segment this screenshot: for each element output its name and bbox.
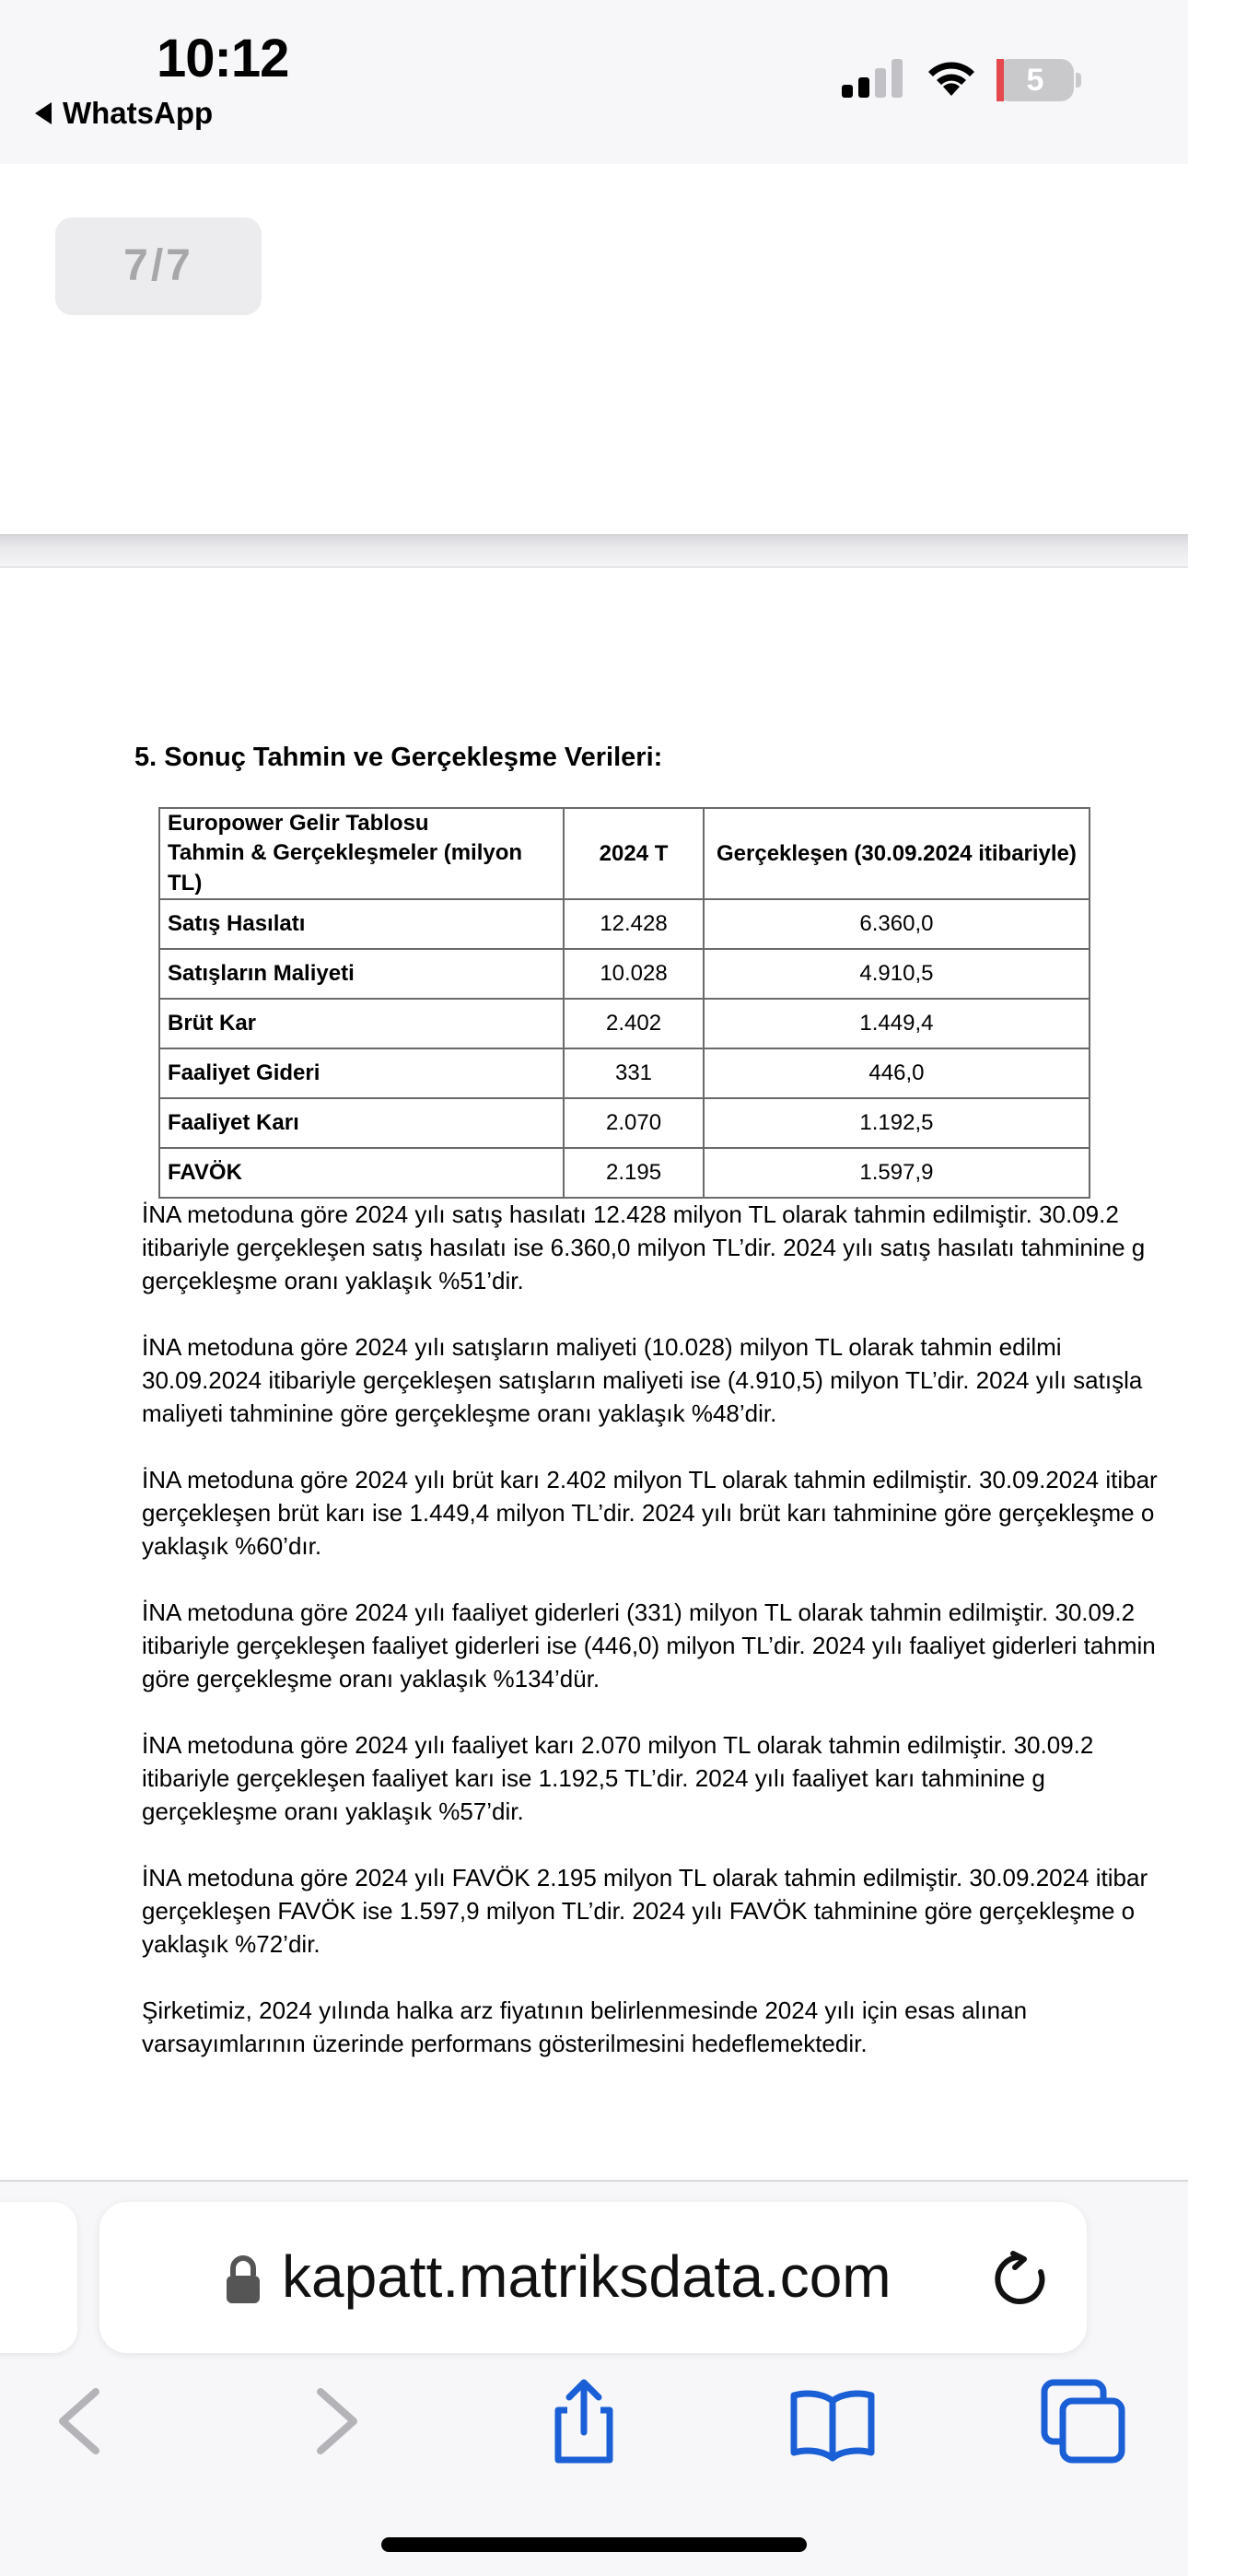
table-row	[159, 1148, 1090, 1198]
back-app-label: WhatsApp	[63, 96, 214, 130]
wifi-icon	[925, 57, 978, 98]
paragraph-line: varsayımlarının üzerinde performans gösterilmesini hedeflemektedir.	[142, 2030, 868, 2057]
row-actual: 6.360,0	[704, 899, 1090, 949]
paragraph-line: itibariyle gerçekleşen faaliyet karı ise 1.192,5 TL’dir. 2024 yılı faaliyet karı tahminine g	[142, 1764, 1045, 1792]
row-forecast: 2.402	[564, 999, 704, 1048]
back-triangle-icon	[35, 102, 52, 124]
url-text: kapatt.matriksdata.com	[282, 2243, 892, 2310]
row-forecast: 10.028	[564, 949, 704, 999]
status-time: 10:12	[157, 29, 289, 88]
header-line-1: Europower Gelir Tablosu	[168, 811, 429, 836]
paragraph-line: İNA metoduna göre 2024 yılı satış hasılatı 12.428 milyon TL olarak tahmin edilmiştir. 30.09.2	[142, 1200, 1119, 1228]
row-label: FAVÖK	[159, 1148, 564, 1198]
forward-icon[interactable]	[293, 2377, 381, 2465]
table-header-actual: Gerçekleşen (30.09.2024 itibariyle)	[704, 808, 1090, 899]
table-row	[159, 949, 1090, 999]
share-icon[interactable]	[540, 2377, 628, 2465]
battery-level: 5	[1026, 63, 1044, 98]
paragraph	[142, 1330, 1247, 1430]
paragraph-line: gerçekleşme oranı yaklaşık %57’dir.	[142, 1797, 524, 1825]
paragraph	[142, 1463, 1247, 1563]
row-forecast: 12.428	[564, 899, 704, 949]
section-title: 5. Sonuç Tahmin ve Gerçekleşme Verileri:	[134, 743, 663, 772]
row-forecast: 2.195	[564, 1148, 704, 1198]
paragraph-line: gerçekleşen FAVÖK ise 1.597,9 milyon TL’dir. 2024 yılı FAVÖK tahminine göre gerçekleşme o	[142, 1897, 1136, 1925]
row-label: Faaliyet Karı	[159, 1098, 564, 1148]
paragraph-line: İNA metoduna göre 2024 yılı faaliyet karı 2.070 milyon TL olarak tahmin edilmiştir. 30.09.2	[142, 1731, 1094, 1759]
row-actual: 1.597,9	[704, 1148, 1090, 1198]
cellular-signal-icon	[840, 57, 906, 98]
home-indicator[interactable]	[381, 2537, 807, 2552]
paragraph-line: itibariyle gerçekleşen satış hasılatı ise 6.360,0 milyon TL’dir. 2024 yılı satış hasılatı tahminine g	[142, 1234, 1146, 1261]
paragraph-line: gerçekleşme oranı yaklaşık %51’dir.	[142, 1267, 524, 1294]
paragraph-line: yaklaşık %72’dir.	[142, 1930, 320, 1958]
forecast-table	[158, 807, 1090, 1199]
previous-tab-card[interactable]	[0, 2202, 77, 2353]
row-forecast: 2.070	[564, 1098, 704, 1148]
battery-icon	[996, 59, 1079, 101]
paragraph-line: gerçekleşen brüt karı ise 1.449,4 milyon TL’dir. 2024 yılı brüt karı tahminine göre gerçekleşme o	[142, 1499, 1155, 1527]
paragraph-line: yaklaşık %60’dır.	[142, 1532, 322, 1560]
paragraph-line: İNA metoduna göre 2024 yılı brüt karı 2.402 milyon TL olarak tahmin edilmiştir. 30.09.2024 itibar	[142, 1466, 1158, 1493]
paragraph-line: İNA metoduna göre 2024 yılı faaliyet giderleri (331) milyon TL olarak tahmin edilmiştir. 30.09.2	[142, 1598, 1136, 1626]
paragraph-line: maliyeti tahminine göre gerçekleşme oranı yaklaşık %48’dir.	[142, 1399, 777, 1427]
back-to-app-button[interactable]	[35, 96, 213, 131]
table-row	[159, 1098, 1090, 1148]
paragraph	[142, 1596, 1247, 1695]
tabs-icon[interactable]	[1039, 2377, 1127, 2465]
row-label: Satışların Maliyeti	[159, 949, 564, 999]
paragraph-line: itibariyle gerçekleşen faaliyet giderleri ise (446,0) milyon TL’dir. 2024 yılı faaliyet giderleri tahmin	[142, 1632, 1156, 1659]
paragraph-line: İNA metoduna göre 2024 yılı FAVÖK 2.195 milyon TL olarak tahmin edilmiştir. 30.09.2024 itibar	[142, 1864, 1148, 1891]
table-row	[159, 1048, 1090, 1098]
table-header-label	[159, 808, 564, 899]
row-forecast: 331	[564, 1048, 704, 1098]
paragraph	[142, 1728, 1247, 1828]
paragraph-line: 30.09.2024 itibariyle gerçekleşen satışların maliyeti ise (4.910,5) milyon TL’dir. 2024 yılı satışla	[142, 1366, 1143, 1394]
row-label: Satış Hasılatı	[159, 899, 564, 949]
table-row	[159, 899, 1090, 949]
paragraph-line: Şirketimiz, 2024 yılında halka arz fiyatının belirlenmesinde 2024 yılı için esas alınan	[142, 1996, 1028, 2024]
table-header-forecast: 2024 T	[564, 808, 704, 899]
row-label: Faaliyet Gideri	[159, 1048, 564, 1098]
row-actual: 4.910,5	[704, 949, 1090, 999]
status-bar	[0, 0, 1188, 164]
row-actual: 446,0	[704, 1048, 1090, 1098]
bookmarks-icon[interactable]	[788, 2377, 877, 2465]
paragraph-line: İNA metoduna göre 2024 yılı satışların maliyeti (10.028) milyon TL olarak tahmin edilmi	[142, 1333, 1062, 1361]
row-actual: 1.449,4	[704, 999, 1090, 1048]
reload-icon[interactable]	[991, 2250, 1050, 2309]
paragraph	[142, 1198, 1247, 1297]
pdf-page-indicator: 7/7	[55, 217, 262, 315]
header-line-2: Tahmin & Gerçekleşmeler (milyon TL)	[168, 840, 523, 896]
table-header-row	[159, 808, 1090, 899]
row-label: Brüt Kar	[159, 999, 564, 1048]
back-icon[interactable]	[35, 2377, 123, 2465]
row-actual: 1.192,5	[704, 1098, 1090, 1148]
address-bar[interactable]	[99, 2202, 1087, 2353]
paragraph	[142, 1994, 1247, 2060]
paragraph-line: göre gerçekleşme oranı yaklaşık %134’dür.	[142, 1665, 600, 1692]
table-row	[159, 999, 1090, 1048]
paragraph	[142, 1861, 1247, 1961]
page-separator	[0, 534, 1188, 568]
pdf-page[interactable]	[0, 568, 1188, 2180]
lock-icon	[225, 2254, 262, 2305]
